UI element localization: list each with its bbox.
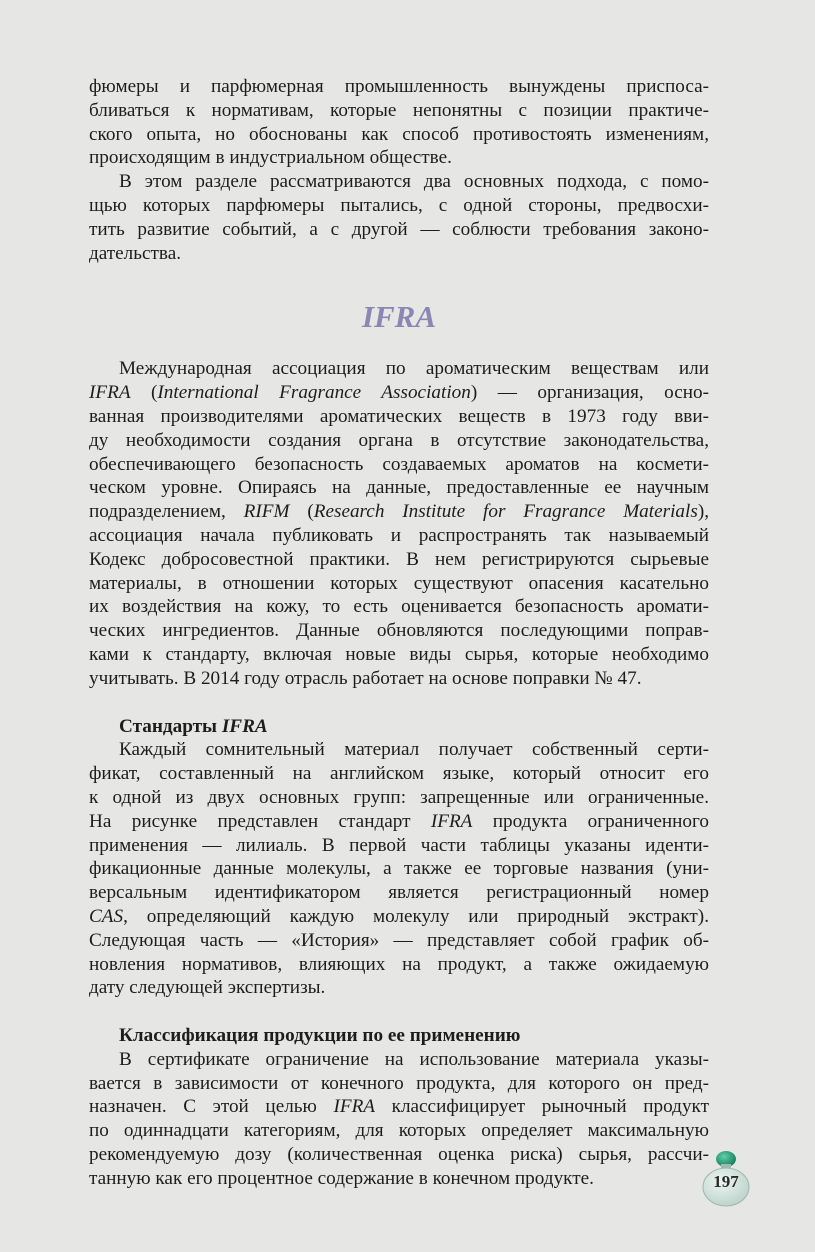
text-span: классифицирует рыночный продукт	[375, 1096, 709, 1118]
text-line: ского опыта, но обоснованы как способ противостоять изменениям,	[89, 123, 709, 145]
rifm-term: RIFM	[243, 501, 290, 523]
text-span: подразделением,	[89, 501, 244, 523]
text-line: новления нормативов, влияющих на продукт, а также ожидаемую	[89, 953, 709, 975]
page-number-badge	[701, 1149, 751, 1207]
intro-paragraph-2	[89, 170, 709, 265]
text-line: по одиннадцати категориям, для которых определяет максимальную	[89, 1120, 709, 1142]
text-line: В сертификате ограничение на использование материала указы-	[119, 1048, 709, 1070]
text-line: ческом уровне. Опираясь на данные, предоставленные ее научным	[89, 477, 709, 499]
text-line: Международная ассоциация по ароматическим веществам или	[119, 358, 709, 380]
text-line: обеспечивающего безопасность создаваемых ароматов на космети-	[89, 453, 709, 475]
text-line	[89, 381, 709, 405]
text-line	[89, 500, 709, 524]
text-line: ванная производителями ароматических веществ в 1973 году вви-	[89, 405, 709, 427]
standards-paragraph	[89, 738, 709, 1000]
text-line: фикационные данные молекулы, а также ее торговые названия (уни-	[89, 858, 709, 880]
text-line: происходящим в индустриальном обществе.	[89, 147, 452, 169]
classification-heading: Классификация продукции по ее применению	[119, 1025, 521, 1047]
text-line: рекомендуемую дозу (количественная оценка риска) сырья, рассчи-	[89, 1144, 709, 1166]
text-span: , определяющий каждую молекулу или природный экстракт).	[123, 905, 709, 927]
text-line: ческих ингредиентов. Данные обновляются последующими поправ-	[89, 620, 709, 642]
text-span: ) — организация, осно-	[470, 382, 710, 404]
text-span: Стандарты	[119, 715, 222, 737]
intro-paragraph-1	[89, 75, 709, 170]
text-line: ду необходимости создания органа в отсутствие законодательства,	[89, 429, 709, 451]
text-line: фюмеры и парфюмерная промышленность вынуждены приспоса-	[89, 76, 709, 97]
text-line: к одной из двух основных групп: запрещенные или ограниченные.	[89, 786, 709, 808]
ifra-term: IFRA	[89, 382, 131, 404]
ifra-fullname: International Fragrance Association	[157, 382, 471, 404]
text-span: (	[130, 382, 158, 404]
text-line: бливаться к нормативам, которые непонятны с позиции практиче-	[89, 99, 709, 121]
text-span: продукта ограниченного	[472, 810, 710, 832]
text-line: версальным идентификатором является регистрационный номер	[89, 882, 709, 904]
text-line: применения — лилиаль. В первой части таблицы указаны иденти-	[89, 834, 709, 856]
text-line: Кодекс добросовестной практики. В нем регистрируются сырьевые	[89, 548, 709, 570]
ifra-term: IFRA	[430, 810, 473, 832]
page-number: 197	[713, 1172, 739, 1191]
cas-term: CAS	[89, 905, 124, 927]
text-line	[89, 810, 709, 834]
text-line: тить развитие событий, а с другой — соблюсти требования законо-	[89, 218, 709, 240]
text-line: дату следующей экспертизы.	[89, 977, 326, 999]
text-span: (	[289, 501, 314, 523]
text-line: Каждый сомнительный материал получает собственный серти-	[119, 739, 709, 761]
text-line: фикат, составленный на английском языке, который относит его	[89, 763, 709, 785]
text-line: ками к стандарту, включая новые виды сырья, которые необходимо	[89, 643, 709, 665]
text-span: ),	[697, 501, 710, 523]
text-span: назначен. С этой целью	[89, 1096, 334, 1118]
ifra-term: IFRA	[333, 1096, 376, 1118]
ifra-term: IFRA	[221, 715, 268, 737]
classification-paragraph	[89, 1048, 709, 1191]
text-line: Следующая часть — «История» — представляет собой график об-	[89, 929, 709, 951]
rifm-fullname: Research Institute for Fragrance Materials	[313, 501, 698, 523]
standards-heading	[89, 715, 709, 739]
text-line	[89, 1095, 709, 1119]
text-span: На рисунке представлен стандарт	[89, 810, 431, 832]
text-line: вается в зависимости от конечного продукта, для которого он пред-	[89, 1072, 709, 1094]
text-line: щью которых парфюмеры пытались, с одной стороны, предвосхи-	[89, 194, 709, 216]
section-title: IFRA	[361, 299, 437, 335]
text-line: материалы, в отношении которых существуют опасения касательно	[89, 572, 709, 594]
text-line: В этом разделе рассматриваются два основных подхода, с помо-	[119, 171, 709, 193]
text-line: ассоциация начала публиковать и распространять так называемый	[89, 524, 709, 546]
text-column	[89, 75, 709, 1191]
text-line: учитывать. В 2014 году отрасль работает на основе поправки № 47.	[89, 667, 642, 689]
text-line: дательства.	[89, 242, 182, 264]
text-line	[89, 905, 709, 929]
ifra-paragraph	[89, 357, 709, 690]
text-line: их воздействия на кожу, то есть оценивается безопасность аромати-	[89, 596, 709, 618]
text-line: танную как его процентное содержание в конечном продукте.	[89, 1167, 594, 1189]
